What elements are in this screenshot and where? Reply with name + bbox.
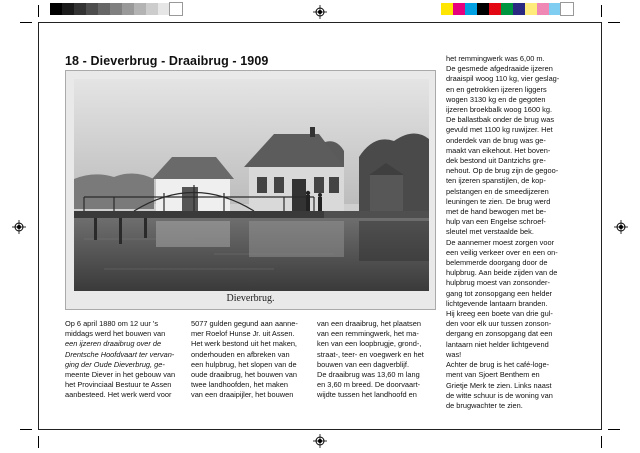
text-line: 5077 gulden gegund aan aanne- <box>191 319 298 328</box>
text-line: leuningen te zien. De brug werd <box>446 196 551 206</box>
text-line: het Provinciaal Bestuur te Assen <box>65 380 172 390</box>
gray-swatch <box>62 3 74 15</box>
crop-mark <box>38 5 39 17</box>
color-swatch <box>513 3 525 15</box>
text-line: gevuld met 1100 kg ruwijzer. Het <box>446 125 553 135</box>
color-swatch <box>537 3 549 15</box>
text-line: hulp van een Engelse schroef- <box>446 217 546 227</box>
text-line: De aannemer moest zorgen voor <box>446 237 555 247</box>
color-calibration-bar <box>441 3 573 15</box>
text-line: een hulpbrug, het slopen van de <box>191 359 297 369</box>
historic-photo <box>65 70 436 310</box>
text-line: het remmingwerk was 6,00 m. <box>446 54 545 63</box>
gray-swatch <box>122 3 134 15</box>
color-swatch <box>465 3 477 15</box>
color-swatch <box>477 3 489 15</box>
registration-mark-left <box>12 220 26 234</box>
text-line: pelstangen en de smeedijzeren <box>446 186 549 196</box>
text-line: onderdek van de brug was ge- <box>446 135 546 145</box>
text-line: een ijzeren draaibrug over de <box>65 339 162 349</box>
bridge-photo-illustration <box>74 79 429 291</box>
text-line: maakt van eikehout. Het boven- <box>446 145 551 155</box>
text-line: De ballastbak onder de brug was <box>446 115 555 125</box>
gray-swatch <box>134 3 146 15</box>
text-line: bouwen van een dagverblijf. <box>317 359 410 369</box>
text-line: met de hand bewogen met be- <box>446 207 547 217</box>
gray-swatch <box>50 3 62 15</box>
text-line: Het werk bestond uit het maken, <box>191 339 297 349</box>
text-line: hulpbrug. Aan beide zijden van de <box>446 268 558 278</box>
crop-mark <box>608 22 620 23</box>
crop-mark <box>38 436 39 448</box>
crop-mark <box>20 429 32 430</box>
crop-mark <box>601 5 602 17</box>
gray-swatch <box>86 3 98 15</box>
text-line: gang tot zonsopgang een helder <box>446 288 553 298</box>
gray-swatch <box>74 3 86 15</box>
text-line: Hij kreeg een boete van drie gul- <box>446 309 553 319</box>
text-line: lantaarn niet helder lichtgevend <box>446 339 549 349</box>
text-column-1 <box>65 319 185 401</box>
color-swatch <box>561 3 573 15</box>
text-line: nehout. Op de brug zijn de gegoo- <box>446 166 559 176</box>
text-line: Grietje Merk te zien. Links naast <box>446 380 552 390</box>
text-line: hulpbrug moest van zonsonder- <box>446 278 550 288</box>
registration-mark-right <box>614 220 628 234</box>
crop-mark <box>601 436 602 448</box>
color-swatch <box>453 3 465 15</box>
text-line: van een draaipijler, het bouwen <box>191 390 294 400</box>
photo-caption: Dieverbrug. <box>226 293 275 304</box>
color-swatch <box>441 3 453 15</box>
text-line: de brugwachter te zien. <box>446 400 523 410</box>
grayscale-calibration-bar <box>50 3 182 15</box>
text-line: oude draaibrug, het bouwen van <box>191 370 298 380</box>
text-line: dek bestond uit Dantzichs gre- <box>446 156 546 166</box>
text-line: meente Diever in het gebouw van <box>65 370 176 380</box>
text-line: middags werd het bouwen van <box>65 329 166 339</box>
text-line: straat-, teer- en voegwerk en het <box>317 349 424 359</box>
text-line: aanbesteed. Het werk werd voor <box>65 390 172 400</box>
text-line: ging der Oude Dieverbrug, ge- <box>65 359 165 369</box>
text-line: belemmerde doorgang door de <box>446 258 548 268</box>
text-line: ment van Sjoert Benthem en <box>446 370 540 380</box>
text-line: De draaibrug was 13,60 m lang <box>317 370 420 380</box>
crop-mark <box>20 22 32 23</box>
text-line: en en getrokken ijzeren liggers <box>446 84 547 94</box>
text-line: van een draaibrug, het plaatsen <box>317 319 421 328</box>
color-swatch <box>501 3 513 15</box>
photo-image <box>74 79 429 291</box>
gray-swatch <box>98 3 110 15</box>
gray-swatch <box>146 3 158 15</box>
text-line: ten ijzeren spanstijlen, de kop- <box>446 176 546 186</box>
text-line: mer Roelof Hunse Jr. uit Assen. <box>191 329 295 339</box>
text-line: twee landhoofden, het maken <box>191 380 288 390</box>
text-line: Op 6 april 1880 om 12 uur 's <box>65 319 159 328</box>
text-line: en 3,60 m breed. De doorvaart- <box>317 380 421 390</box>
color-swatch <box>525 3 537 15</box>
crop-mark <box>608 429 620 430</box>
text-line: dergang en zonsopgang dat een <box>446 329 553 339</box>
article-title: 18 - Dieverbrug - Draaibrug - 1909 <box>65 54 269 68</box>
text-line: van een remmingwerk, het ma- <box>317 329 419 339</box>
text-line: wijdte tussen het landhoofd en <box>317 390 417 400</box>
text-line: lichtgevende lantaarn branden. <box>446 298 548 308</box>
text-line: ijzeren broekbalk woog 1600 kg. <box>446 105 552 115</box>
registration-mark-bottom <box>313 434 327 448</box>
text-line: een veilig verkeer over en een on- <box>446 247 558 257</box>
text-line: wogen 3130 kg en de gegoten <box>446 94 546 104</box>
text-line: Achter de brug is het café-loge- <box>446 360 550 370</box>
text-line: ken van een loopbrugje, grond-, <box>317 339 422 349</box>
gray-swatch <box>170 3 182 15</box>
text-line: den voor elk uur tussen zonson- <box>446 319 552 329</box>
registration-mark-top <box>313 5 327 19</box>
gray-swatch <box>110 3 122 15</box>
text-column-2 <box>191 319 311 401</box>
color-swatch <box>489 3 501 15</box>
text-line: De gesmede afgedraaide ijzeren <box>446 64 553 74</box>
color-swatch <box>549 3 561 15</box>
text-line: de witte schuur is de woning van <box>446 390 553 400</box>
text-line: Drentsche Hoofdvaart ter vervan- <box>65 349 175 359</box>
text-line: onderhouden en afbreken van <box>191 349 290 359</box>
text-column-4 <box>446 54 574 411</box>
text-line: draaispil woog 110 kg, vier geslag- <box>446 74 560 84</box>
text-line: sleutel met verstaalde bek. <box>446 227 534 237</box>
gray-swatch <box>158 3 170 15</box>
text-column-3 <box>317 319 437 401</box>
text-line: was! <box>446 349 462 359</box>
